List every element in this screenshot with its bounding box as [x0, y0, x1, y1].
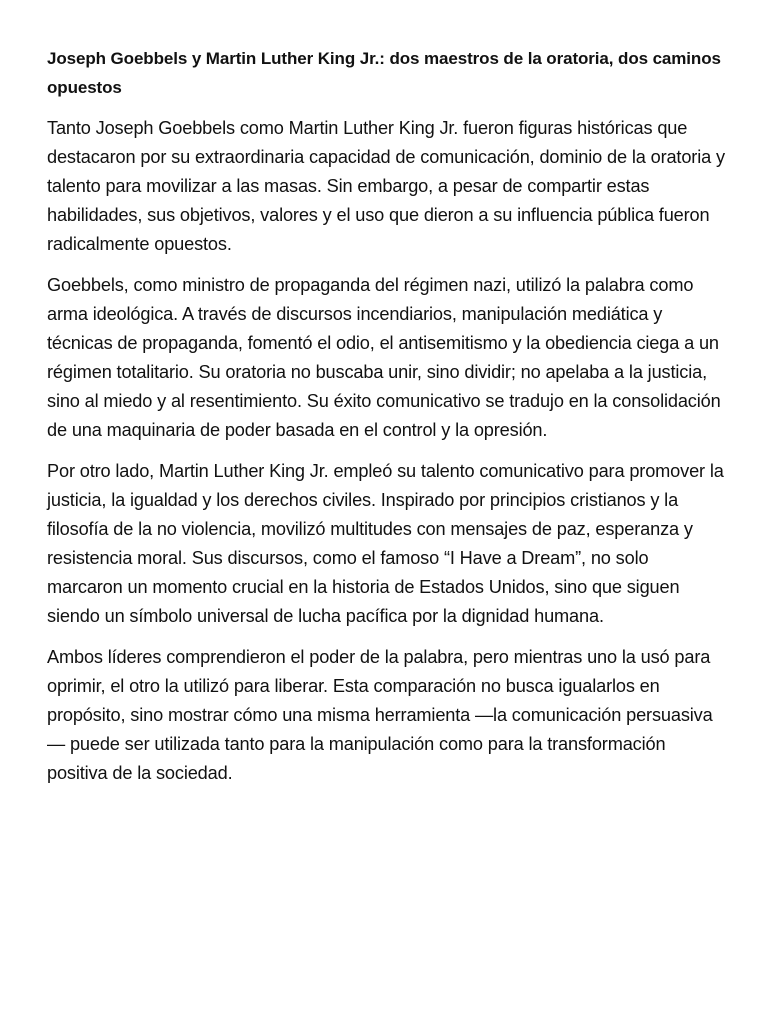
- paragraph-goebbels: Goebbels, como ministro de propaganda del régimen nazi, utilizó la palabra como arma ideológica. A través de discursos incendiarios, manipulación mediática y técnicas de propaganda, fomentó el odio, el antisemitismo y la obediencia ciega a un régimen totalitario. Su oratoria no buscaba unir, sino dividir; no apelaba a la justicia, sino al miedo y al resentimiento. Su éxito comunicativo se tradujo en la consolidación de una maquinaria de poder basada en el control y la opresión.: [47, 275, 721, 440]
- paragraph-intro: Tanto Joseph Goebbels como Martin Luther King Jr. fueron figuras históricas que destacaron por su extraordinaria capacidad de comunicación, dominio de la oratoria y talento para movilizar a las masas. Sin embargo, a pesar de compartir estas habilidades, sus objetivos, valores y el uso que dieron a su influencia pública fueron radicalmente opuestos.: [47, 118, 725, 254]
- document-title: Joseph Goebbels y Martin Luther King Jr.: dos maestros de la oratoria, dos caminos opuestos: [47, 49, 721, 97]
- paragraph-conclusion: Ambos líderes comprendieron el poder de la palabra, pero mientras uno la usó para oprimir, el otro la utilizó para liberar. Esta comparación no busca igualarlos en propósito, sino mostrar cómo una misma herramienta —la comunicación persuasiva— puede ser utilizada tanto para la manipulación como para la transformación positiva de la sociedad.: [47, 647, 713, 783]
- document-page: [47, 44, 727, 800]
- paragraph-king: Por otro lado, Martin Luther King Jr. empleó su talento comunicativo para promover la justicia, la igualdad y los derechos civiles. Inspirado por principios cristianos y la filosofía de la no violencia, movilizó multitudes con mensajes de paz, esperanza y resistencia moral. Sus discursos, como el famoso “I Have a Dream”, no solo marcaron un momento crucial en la historia de Estados Unidos, sino que siguen siendo un símbolo universal de lucha pacífica por la dignidad humana.: [47, 461, 724, 626]
